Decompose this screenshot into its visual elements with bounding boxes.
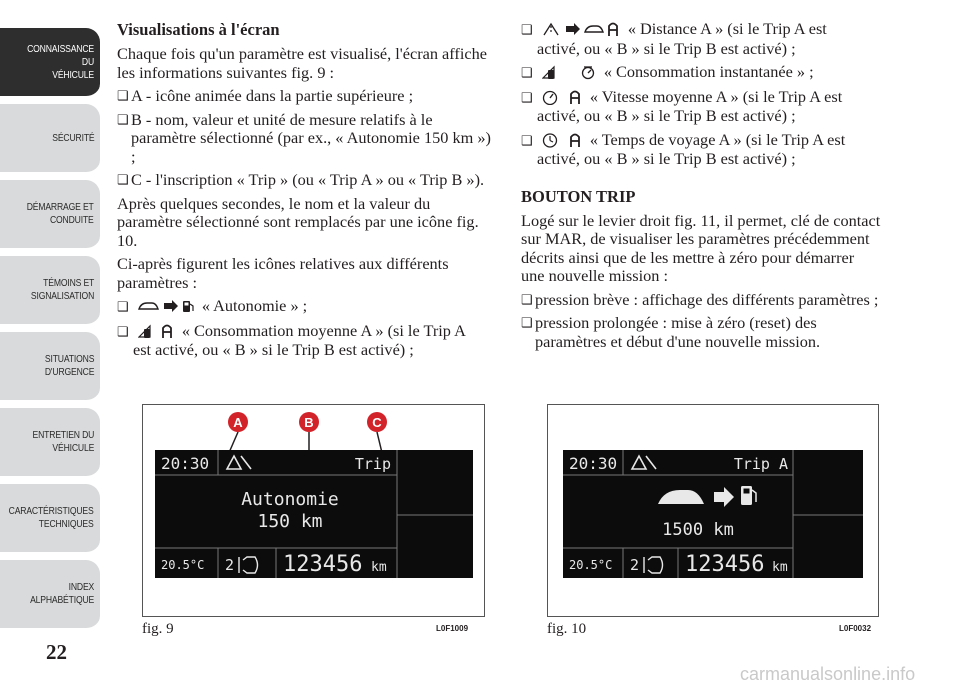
checkbox-icon: ❑ [521,89,533,105]
icon-item-vitesse-moyenne [521,88,881,126]
figure-10 [547,404,879,617]
icon-item-text-cont: activé, ou « B » si le Trip B est activé) ; [537,149,796,168]
section-heading: Visualisations à l'écran [117,20,280,39]
section-heading-bouton-trip: BOUTON TRIP [521,186,636,206]
icon-item-text-cont: activé, ou « B » si le Trip B est activé) ; [537,106,796,125]
display-illustration-fig9 [143,405,484,616]
icon-item-text-cont: activé, ou « B » si le Trip B est activé) ; [537,38,796,58]
icon-item-distance [521,20,881,58]
fig9-caption: fig. 9 [142,621,174,637]
lcd-param-value: 150 km [257,511,323,532]
bullet-pression-prolongee: ❑ pression prolongée : mise à zéro (reset) des paramètres et début d'une nouvelle mission. [521,314,881,351]
lcd-temperature: 20.5°C [161,558,205,572]
icon-item-text: « Temps de voyage A » (si le Trip A est [589,129,846,149]
tab-caracteristiques-techniques[interactable] [0,484,100,554]
fig9-code: L0F1009 [436,624,469,633]
bullet-c: ❑ C - l'inscription « Trip » (ou « Trip A » ou « Trip B »). [117,171,497,190]
tab-label: SÉCURITÉ [51,131,94,144]
icon-item-autonomie [117,297,497,317]
icon-item-text: « Vitesse moyenne A » (si le Trip A est [589,86,843,106]
tab-label: ENTRETIEN DU VÉHICULE [32,429,94,454]
lcd-odometer-unit: km [371,560,387,575]
right-column [521,20,881,356]
tab-index-alphabetique[interactable] [0,560,100,630]
tab-demarrage-et-conduite[interactable] [0,180,100,250]
checkbox-icon: ❑ [117,323,129,339]
icon-item-text: « Distance A » (si le Trip A est [627,19,827,38]
callout-c: C [372,415,382,430]
paragraph-icon-replace: Après quelques secondes, le nom et la valeur du paramètre sélectionné sont remplacés par une icône fig. 10. [117,193,479,250]
clock-a-icon [542,132,584,148]
fig10-caption: fig. 10 [547,621,587,637]
display-illustration-fig10 [548,405,878,616]
bouton-trip-paragraph: Logé sur le levier droit fig. 11, il permet, clé de contact sur MAR, de visualiser les paramètres précédemment décrits ainsi que de les mettre à zéro pour démarrer une nouvelle mission : [521,210,881,285]
callout-a: A [233,415,243,430]
tab-entretien-du-vehicule[interactable] [0,408,100,478]
icon-item-text: « Consommation instantanée » ; [603,62,814,81]
fig10-code: L0F0032 [839,624,872,633]
paragraph-icons-intro: Ci-après figurent les icônes relatives aux différents paramètres : [117,254,449,292]
tab-label: DÉMARRAGE ET CONDUITE [27,201,94,226]
icon-item-text: « Consommation moyenne A » (si le Trip A [181,320,466,340]
checkbox-icon: ❑ [521,65,533,80]
pump-gauge-icon [542,64,598,80]
car-arrow-pump-icon [138,298,196,314]
lcd-trip: Trip A [733,455,788,473]
icon-item-consommation-moyenne [117,322,497,360]
left-column [117,20,497,365]
pump-average-a-icon [138,323,176,339]
tab-label: SITUATIONS D'URGENCE [44,353,94,378]
checkbox-icon: ❑ [117,299,129,314]
icon-item-consommation-instantanee [521,63,881,83]
lcd-time: 20:30 [161,454,210,473]
tab-label: INDEX ALPHABÉTIQUE [29,581,94,606]
speedometer-a-icon [542,89,584,105]
lcd-gear: 2 [225,556,235,574]
bullet-a: ❑ A - icône animée dans la partie supérieure ; [117,87,497,106]
bullet-pression-breve: ❑ pression brève : affichage des différents paramètres ; [521,291,881,310]
lcd-odometer-unit: km [772,560,788,575]
intro-paragraph: Chaque fois qu'un paramètre est visualisé, l'écran affiche les informations suivantes fig. 9 : [117,44,487,82]
lcd-param-name: Autonomie [241,489,339,510]
figure-9 [142,404,485,617]
tab-label: CARACTÉRISTIQUES TECHNIQUES [9,505,94,530]
tab-label: TÉMOINS ET SIGNALISATION [30,277,94,302]
icon-item-text-cont: est activé, ou « B » si le Trip B est activé) ; [133,340,414,359]
icon-item-temps-de-voyage [521,131,881,169]
lcd-odometer: 123456 [685,552,765,577]
checkbox-icon: ❑ [521,132,533,148]
tab-securite[interactable] [0,104,100,174]
lcd-temperature: 20.5°C [569,558,613,572]
lcd-gear: 2 [630,556,640,574]
road-arrow-car-a-icon [542,21,622,37]
lcd-param-value: 1500 km [662,520,734,540]
lcd-time: 20:30 [569,454,618,473]
checkbox-icon: ❑ [521,22,533,37]
watermark: carmanualsonline.info [740,664,916,684]
icon-item-text: « Autonomie » ; [201,296,308,315]
lcd-trip: Trip [354,455,391,473]
lcd-odometer: 123456 [283,552,363,577]
tab-situations-durgence[interactable] [0,332,100,402]
tab-temoins-et-signalisation[interactable] [0,256,100,326]
bullet-b: ❑ B - nom, valeur et unité de mesure relatifs à le paramètre sélectionné (par ex., « Autonomie 150 km ») ; [117,111,497,167]
tab-connaissance-du-vehicule[interactable] [0,28,100,98]
tab-label: CONNAISSANCE DU VÉHICULE [27,42,94,81]
callout-b: B [304,415,314,430]
page-number: 22 [46,640,67,664]
